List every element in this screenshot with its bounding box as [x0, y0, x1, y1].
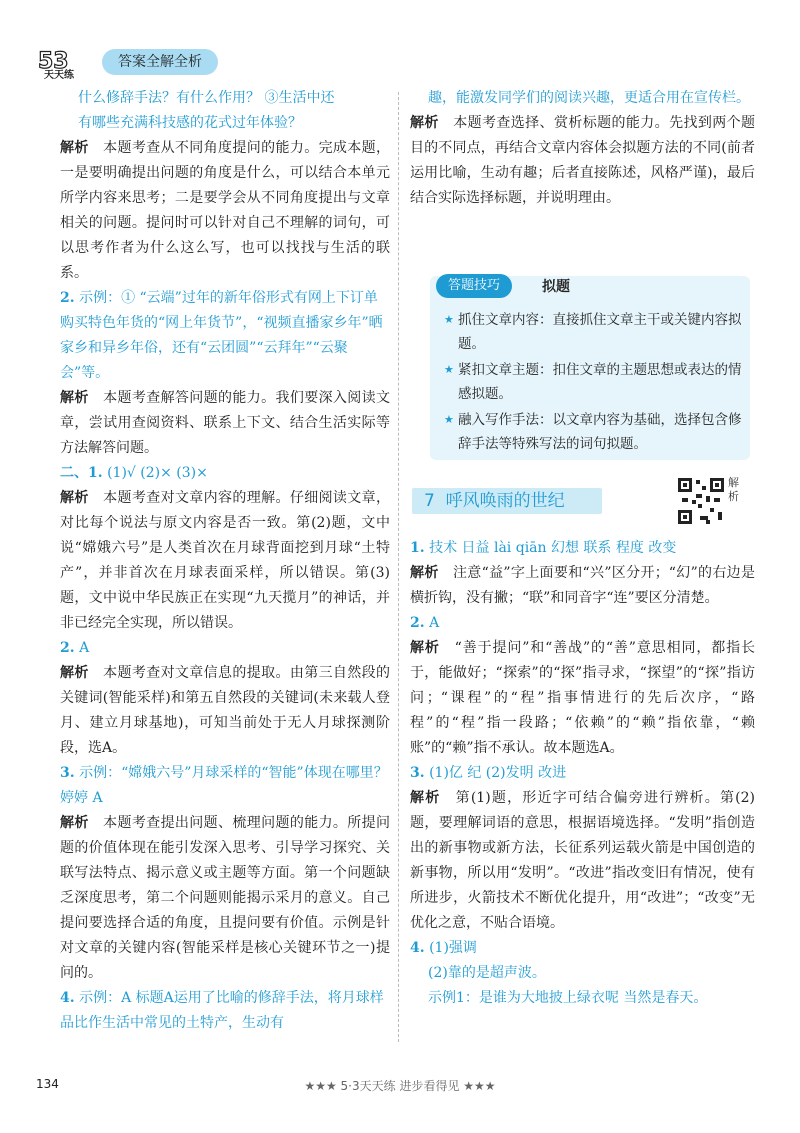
tips-title: 拟题: [542, 279, 570, 295]
analysis-label: 解析: [60, 490, 89, 506]
question-number: 2.: [410, 615, 425, 631]
page-number: 134: [36, 1077, 59, 1091]
paragraph-text: A: [429, 615, 440, 631]
question-number: 1.: [410, 540, 425, 556]
question-number: 2.: [60, 290, 75, 306]
answer-line: [410, 86, 755, 111]
paragraph-text: 本题考查对文章内容的理解。仔细阅读文章，对比每个说法与原文内容是否一致。第(2)题，文中说“嫦娥六号”是人类首次在月球背面挖到月球“土特产”，并非首次在月球表面采样，所以错误。第(3)题，文中说中华民族正在实现“九天揽月”的神话，并非已经完全实现，所以错误。: [60, 490, 391, 631]
tips-item-text: 融入写作手法：以文章内容为基础，选择包含修辞手法等特殊写法的词句拟题。: [458, 412, 742, 452]
paragraph-text: A: [79, 640, 90, 656]
star-icon: ★: [444, 413, 454, 426]
paragraph-text: (1)亿 纪 (2)发明 改进: [429, 765, 567, 781]
logo-icon: [36, 46, 96, 80]
analysis-paragraph: [410, 561, 755, 611]
tips-item: [444, 308, 742, 356]
tips-item: [444, 408, 742, 456]
answer-line: [410, 936, 755, 961]
question-number: 4.: [410, 940, 425, 956]
answer-line: [60, 761, 390, 811]
analysis-label: 解析: [60, 140, 89, 156]
answer-line: [60, 461, 390, 486]
answer-line: [410, 536, 755, 561]
right-column-bottom: [410, 536, 755, 1011]
paragraph-text: (2)靠的是超声波。: [428, 965, 546, 981]
paragraph-text: (1)√ (2)× (3)×: [107, 465, 208, 481]
analysis-paragraph: [60, 486, 390, 636]
analysis-label: 解析: [410, 790, 441, 806]
svg-text:53: 53: [38, 49, 69, 74]
question-number: 2.: [60, 640, 75, 656]
paragraph-text: (1)强调: [429, 940, 477, 956]
star-icon: ★: [444, 363, 454, 376]
paragraph-text: 示例：“嫦娥六号”月球采样的“智能”体现在哪里？ 婷婷 A: [60, 765, 388, 806]
analysis-paragraph: [410, 636, 755, 761]
paragraph-text: 什么修辞手法？有什么作用？ ③生活中还: [78, 90, 335, 106]
paragraph-text: 本题考查对文章信息的提取。由第三自然段的关键词(智能采样)和第五自然段的关键词(未来载人登月、建立月球基地)，可知当前处于无人月球探测阶段，选A。: [60, 665, 391, 756]
tips-item-text: 紧扣文章主题：扣住文章的主题思想或表达的情感拟题。: [458, 362, 742, 402]
question-number: 3.: [410, 765, 425, 781]
analysis-paragraph: [60, 386, 390, 461]
paragraph-text: 技术 日益 lài qiān 幻想 联系 程度 改变: [429, 540, 677, 556]
footer-slogan: ★★★ 5·3天天练 进步看得见 ★★★: [304, 1079, 496, 1093]
answer-line: [60, 111, 390, 136]
svg-text:天天练: 天天练: [44, 70, 74, 80]
analysis-label: 解析: [60, 665, 89, 681]
answer-line: [60, 636, 390, 661]
question-number: 3.: [60, 765, 75, 781]
paragraph-text: 趣，能激发同学们的阅读兴趣，更适合用在宣传栏。: [428, 90, 750, 106]
analysis-paragraph: [410, 111, 755, 211]
answer-line: [60, 986, 390, 1036]
paragraph-text: 本题考查选择、赏析标题的能力。先找到两个题目的不同点，再结合文章内容体会拟题方法的不同(前者运用比喻，生动有趣；后者直接陈述，风格严谨)，最后结合实际选择标题，并说明理由。: [410, 115, 756, 206]
answer-line: [410, 961, 755, 986]
tips-item: [444, 358, 742, 406]
tips-box: [430, 276, 750, 460]
header: [36, 46, 336, 80]
answer-line: [60, 286, 390, 386]
paragraph-text: 示例：① “云端”过年的新年俗形式有网上下订单购买特色年货的“网上年货节”，“视频直播家乡年”晒家乡和异乡年俗，还有“云团圆”“云拜年”“云聚会”等。: [60, 290, 383, 381]
paragraph-text: 注意“益”字上面要和“兴”区分开；“幻”的右边是横折钩，没有撇；“联”和同音字“连”要区分清楚。: [410, 565, 756, 606]
question-number: 4.: [60, 990, 75, 1006]
analysis-label: 解析: [410, 640, 440, 656]
analysis-label: 解析: [410, 565, 439, 581]
answer-line: [410, 986, 755, 1011]
left-column: [60, 86, 390, 1036]
analysis-label: 解析: [60, 815, 89, 831]
star-icon: ★: [444, 313, 454, 326]
paragraph-text: 示例：A 标题A运用了比喻的修辞手法，将月球样品比作生活中常见的土特产，生动有: [60, 990, 384, 1031]
column-divider: [398, 92, 399, 1042]
paragraph-text: 示例1：是谁为大地披上绿衣呢 当然是春天。: [428, 990, 708, 1006]
section-heading: [412, 486, 612, 516]
analysis-paragraph: [60, 136, 390, 286]
paragraph-text: 本题考查提出问题、梳理问题的能力。所提问题的价值体现在能引发深入思考、引导学习探究、关联写法特点、揭示意义或主题等方面。第一个问题缺乏深度思考，第二个问题则能揭示采月的意义。自己提问要选择合适的角度，且提问要有价值。示例是针对文章的关键内容(智能采样是核心关键环节之一)提问的。: [60, 815, 391, 981]
qr-code-icon[interactable]: [676, 476, 726, 526]
analysis-paragraph: [60, 811, 390, 986]
answer-line: [410, 761, 755, 786]
question-number: 二、1.: [60, 465, 103, 481]
tips-tag: 答题技巧: [436, 274, 512, 298]
tips-list: [444, 308, 742, 458]
analysis-paragraph: [60, 661, 390, 761]
answer-line: [60, 86, 390, 111]
analysis-label: 解析: [410, 115, 439, 131]
answer-line: [410, 611, 755, 636]
paragraph-text: 本题考查从不同角度提问的能力。完成本题，一是要明确提出问题的角度是什么，可以结合本单元所学内容来思考；二是要学会从不同角度提出与文章相关的问题。提问时可以针对自己不理解的词句，可以思考作者为什么这么写，也可以找找与生活的联系。: [60, 140, 391, 281]
paragraph-text: 有哪些充满科技感的花式过年体验？: [78, 115, 302, 131]
section-title: 7 呼风唤雨的世纪: [424, 491, 565, 511]
header-badge: 答案全解全析: [102, 49, 218, 75]
tips-item-text: 抓住文章内容：直接抓住文章主干或关键内容拟题。: [458, 312, 742, 352]
paragraph-text: 第(1)题，形近字可结合偏旁进行辨析。第(2)题，要理解词语的意思，根据语境选择。“发明”指创造出的新事物或新方法，长征系列运载火箭是中国创造的新事物，所以用“发明”。“改进”指改变旧有情况，使有所进步，火箭技术不断优化提升，用“改进”；“改变”无优化之意，不贴合语境。: [410, 790, 756, 931]
analysis-paragraph: [410, 786, 755, 936]
paragraph-text: 本题考查解答问题的能力。我们要深入阅读文章，尝试用查阅资料、联系上下文、结合生活实际等方法解答问题。: [60, 390, 391, 456]
right-column-top: [410, 86, 755, 211]
qr-label: 解析: [728, 476, 739, 503]
analysis-label: 解析: [60, 390, 89, 406]
paragraph-text: “善于提问”和“善战”的“善”意思相同，都指长于，能做好；“探索”的“探”指寻求，“探望”的“探”指访问；“课程”的“程”指事情进行的先后次序，“路程”的“程”指一段路；“依赖”的“赖”指依靠，“赖账”的“赖”指不承认。故本题选A。: [410, 640, 755, 756]
